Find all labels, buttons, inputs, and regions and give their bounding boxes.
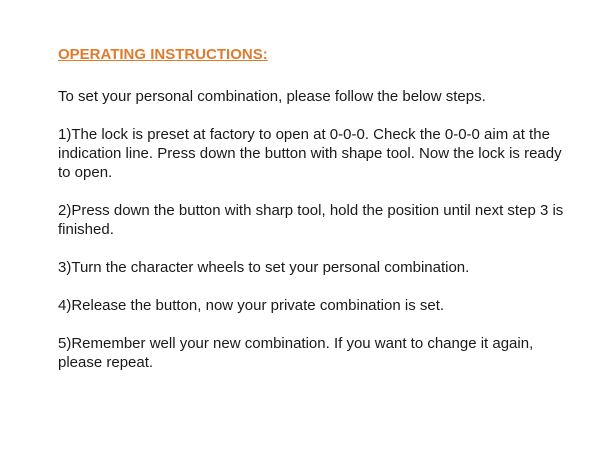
step-1-paragraph: 1)The lock is preset at factory to open at 0-0-0. Check the 0-0-0 aim at the indication line. Press down the button with shape tool. Now the lock is ready to open. [58, 126, 562, 181]
step-4-paragraph: 4)Release the button, now your private combination is set. [58, 297, 445, 314]
intro-paragraph: To set your personal combination, please follow the below steps. [58, 88, 486, 105]
instructions-document [58, 45, 578, 391]
instructions-heading: OPERATING INSTRUCTIONS: [58, 46, 268, 63]
step-2-paragraph: 2)Press down the button with sharp tool, hold the position until next step 3 is finished. [58, 202, 564, 238]
step-5-paragraph: 5)Remember well your new combination. If you want to change it again, please repeat. [58, 335, 534, 371]
step-3-paragraph: 3)Turn the character wheels to set your personal combination. [58, 259, 470, 276]
